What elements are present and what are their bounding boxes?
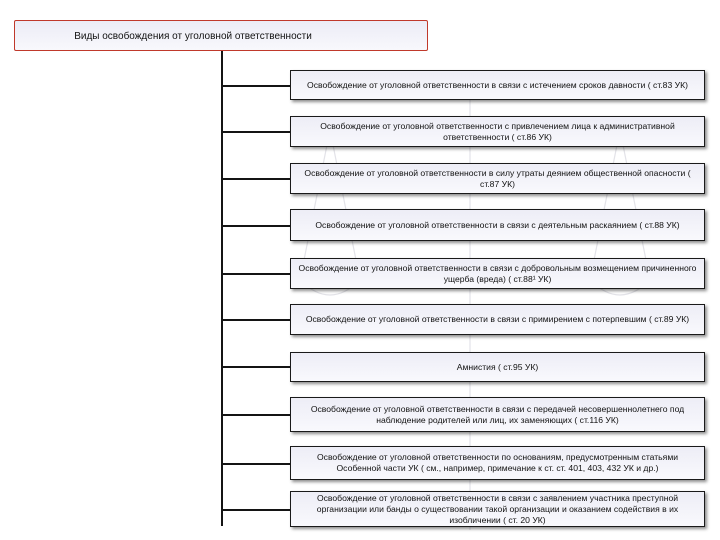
diagram-title-box <box>14 20 428 51</box>
item-text: Освобождение от уголовной ответственности в связи с добровольным возмещением причиненного ущерба (вреда) ( ст.88¹ УК) <box>298 262 697 284</box>
item-text: Амнистия ( ст.95 УК) <box>456 361 539 372</box>
connector-branch <box>222 178 290 180</box>
diagram-title: Виды освобождения от уголовной ответственности <box>74 31 312 42</box>
item-box-damage-compensation <box>290 258 705 289</box>
connector-branch <box>222 131 290 133</box>
item-box-amnesty <box>290 352 705 382</box>
connector-branch <box>222 414 290 416</box>
connector-spine <box>221 51 223 526</box>
connector-branch <box>222 319 290 321</box>
item-text: Освобождение от уголовной ответственности в силу утраты деянием общественной опасности ( ст.87 УК) <box>304 167 691 189</box>
item-box-statute-of-limitations <box>290 70 705 100</box>
item-text: Освобождение от уголовной ответственности в связи с истечением сроков давности ( ст.83 УК) <box>307 79 688 90</box>
connector-branch <box>222 463 290 465</box>
connector-branch <box>222 366 290 368</box>
item-text: Освобождение от уголовной ответственности в связи с передачей несовершеннолетнего под наблюдение родителей или лиц, их заменяющих ( ст.116 УК) <box>310 403 685 425</box>
item-text: Освобождение от уголовной ответственности в связи с деятельным раскаянием ( ст.88 УК) <box>315 219 680 230</box>
item-box-loss-of-public-danger <box>290 163 705 194</box>
item-box-reconciliation <box>290 304 705 335</box>
item-box-criminal-organization-statement <box>290 491 705 527</box>
item-text: Освобождение от уголовной ответственности в связи с заявлением участника преступной организации или банды о существовании такой организации и оказанием содействия в их изобличении ( ст. 20 УК) <box>316 492 679 525</box>
connector-branch <box>222 85 290 87</box>
item-text: Освобождение от уголовной ответственности с привлечением лица к административной ответственности ( ст.86 УК) <box>320 120 675 142</box>
item-text: Освобождение от уголовной ответственности в связи с примирением с потерпевшим ( ст.89 УК) <box>305 314 690 324</box>
connector-branch <box>222 225 290 227</box>
item-box-juvenile-supervision <box>290 397 705 432</box>
connector-branch <box>222 273 290 275</box>
item-box-special-part-grounds <box>290 446 705 480</box>
connector-branch <box>222 509 290 511</box>
item-text: Освобождение от уголовной ответственности по основаниям, предусмотренным статьями Особенной части УК ( см., например, примечание к ст. ст. 401, 403, 432 УК и др.) <box>316 452 679 473</box>
item-box-administrative-liability <box>290 116 705 147</box>
item-box-active-repentance <box>290 209 705 241</box>
